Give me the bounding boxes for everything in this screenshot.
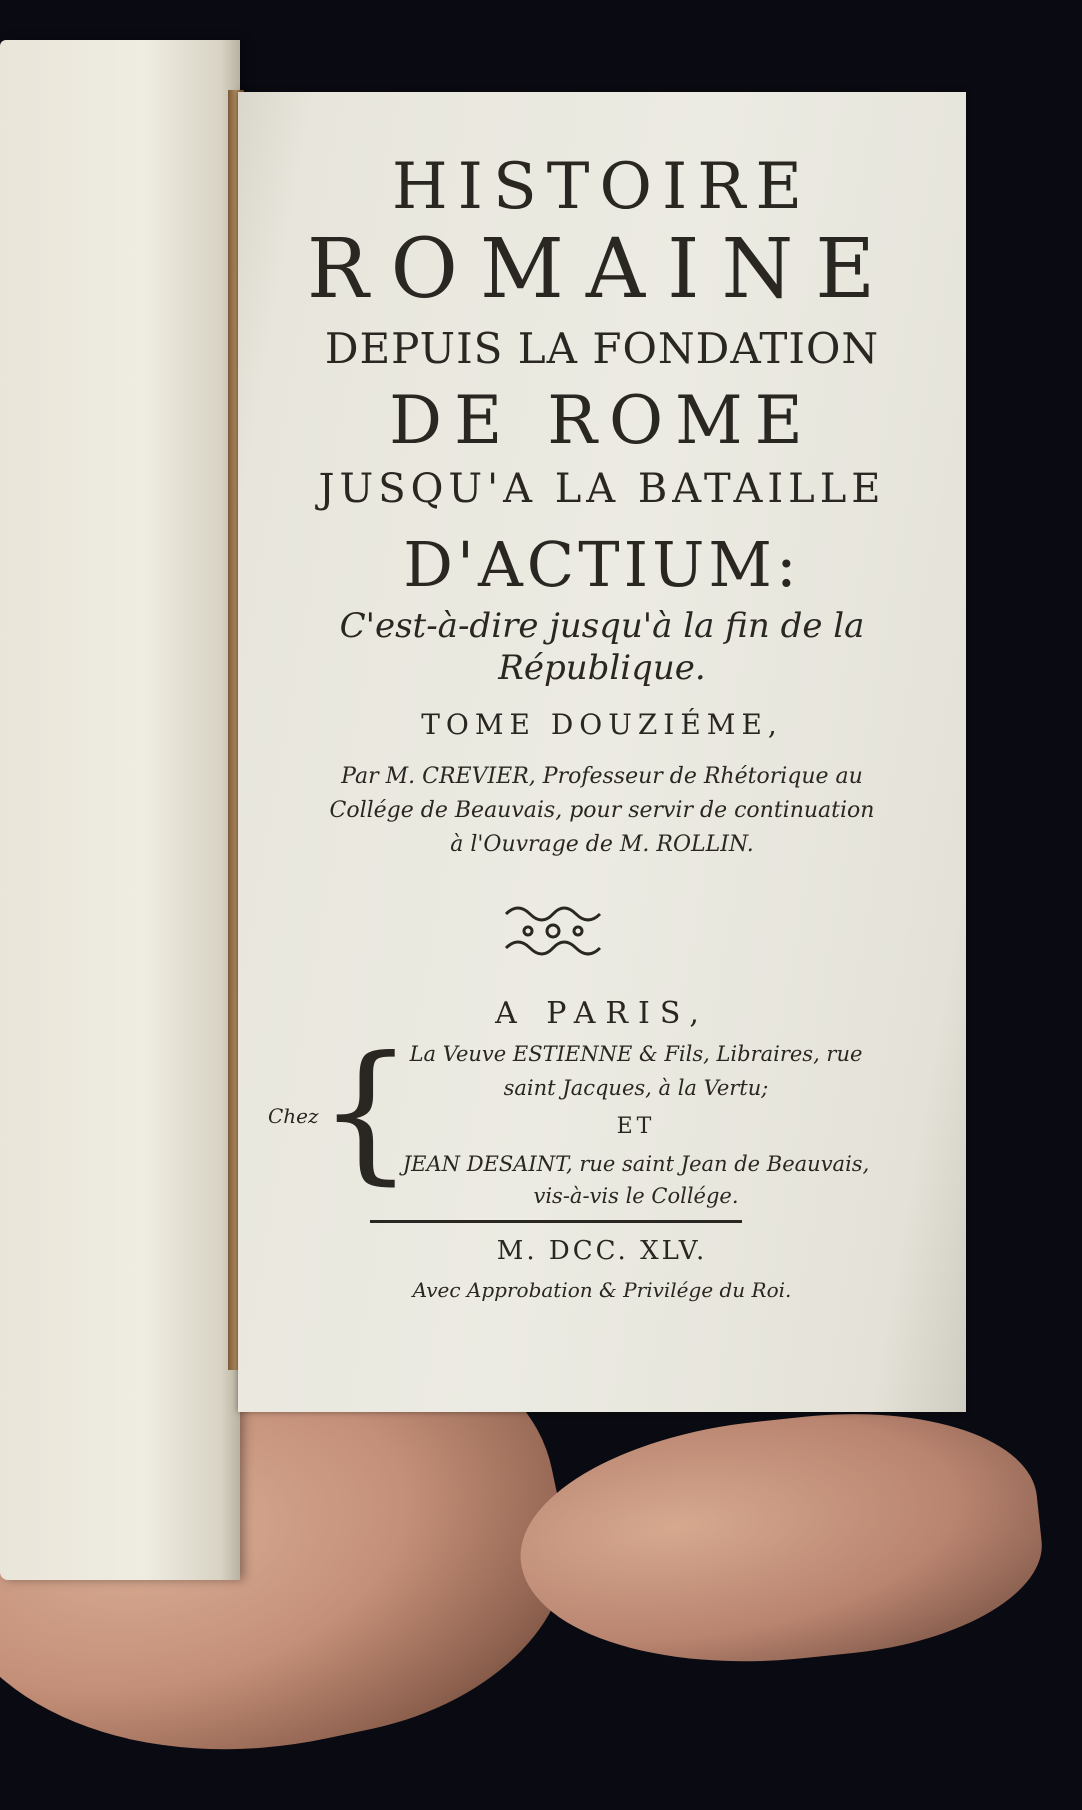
title-line-1: HISTOIRE (391, 150, 813, 224)
ornament-icon (498, 900, 608, 962)
author-line-2: Collége de Beauvais, pour servir de continuation (329, 798, 875, 823)
title-line-6: D'ACTIUM: (403, 528, 801, 601)
subtitle-line-2: République. (498, 648, 706, 688)
title-line-2: ROMAINE (306, 222, 898, 317)
publisher-line-4: vis-à-vis le Collége. (533, 1184, 739, 1208)
publisher-line-1: La Veuve ESTIENNE & Fils, Libraires, rue (409, 1042, 863, 1066)
title-line-5: JUSQU'A LA BATAILLE (318, 466, 886, 512)
publication-year: M. DCC. XLV. (496, 1236, 708, 1266)
volume-label: TOME DOUZIÉME, (421, 708, 783, 741)
chez-label: Chez (268, 1104, 319, 1128)
publisher-and: ET (616, 1114, 656, 1139)
publisher-line-3: JEAN DESAINT, rue saint Jean de Beauvais, (402, 1152, 870, 1176)
thumb (509, 1393, 1051, 1686)
left-page (0, 40, 240, 1580)
divider-rule (370, 1220, 742, 1223)
author-line-3: à l'Ouvrage de M. ROLLIN. (450, 832, 754, 857)
title-line-4: DE ROME (389, 382, 815, 459)
author-line-1: Par M. CREVIER, Professeur de Rhétorique au (341, 764, 863, 789)
place-of-publication: A PARIS, (495, 996, 709, 1031)
curly-brace: { (318, 1025, 414, 1199)
privilege-line: Avec Approbation & Privilége du Roi. (412, 1278, 792, 1302)
title-line-3: DEPUIS LA FONDATION (324, 324, 880, 373)
publisher-line-2: saint Jacques, à la Vertu; (503, 1076, 769, 1100)
title-page (238, 92, 966, 1412)
subtitle-line-1: C'est-à-dire jusqu'à la fin de la (339, 606, 865, 646)
